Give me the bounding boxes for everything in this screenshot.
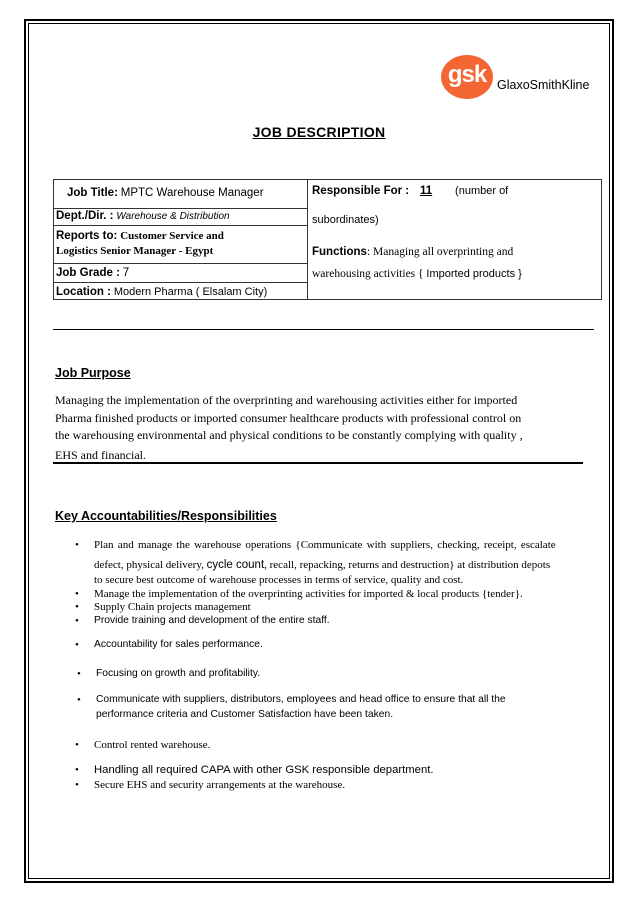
responsible-label: Responsible For :	[312, 185, 410, 197]
functions-text-1: : Managing all overprinting and	[366, 246, 514, 258]
section-divider	[53, 329, 594, 330]
functions-cell-2	[312, 268, 522, 280]
list-item-text-emphasis: cycle count	[206, 559, 265, 571]
table-divider-row	[54, 263, 307, 264]
list-item-text: defect, physical delivery,	[94, 559, 204, 571]
grade-cell	[56, 267, 129, 279]
list-item-text: Provide training and development of the entire staff.	[94, 615, 330, 626]
reports-label: Reports to:	[56, 230, 118, 242]
accountabilities-heading: Key Accountabilities/Responsibilities	[55, 509, 277, 523]
functions-cell	[312, 246, 513, 258]
bullet-icon: •	[75, 764, 79, 776]
location-label: Location :	[56, 286, 111, 298]
table-divider-row	[54, 208, 307, 209]
table-divider-vertical	[307, 180, 308, 299]
list-item-text-part	[94, 559, 550, 571]
list-item-text: performance criteria and Customer Satisfaction have been taken.	[96, 709, 394, 720]
reports-value-2: Logistics Senior Manager - Egypt	[56, 245, 214, 257]
job-title-label: Job Title:	[67, 187, 118, 199]
gsk-logo	[441, 55, 601, 105]
list-item-text: Plan and manage the warehouse operations {Communicate with suppliers, checking, receipt, escalate	[94, 539, 556, 551]
purpose-line: the warehousing environmental and physical conditions to be constantly complying with quality ,	[55, 428, 523, 442]
gsk-logo-mark: gsk	[441, 55, 493, 99]
list-item-text: Handling all required CAPA with other GSK responsible department.	[94, 764, 434, 776]
reports-cell	[56, 230, 224, 242]
section-divider	[53, 462, 583, 464]
list-item-text: Focusing on growth and profitability.	[96, 668, 261, 679]
gsk-logo-name: GlaxoSmithKline	[497, 78, 590, 92]
bullet-icon: •	[75, 639, 79, 651]
table-divider-row	[54, 282, 307, 283]
functions-text-2: warehousing activities {	[312, 268, 424, 280]
bullet-icon: •	[75, 588, 79, 600]
functions-text-3: Imported products }	[426, 268, 522, 280]
bullet-icon: •	[75, 539, 79, 551]
bullet-icon: •	[75, 601, 79, 613]
dept-cell	[56, 210, 230, 222]
purpose-line: Managing the implementation of the overprinting and warehousing activities either for imported	[55, 393, 518, 407]
bullet-icon: •	[77, 668, 81, 680]
responsible-value: 11	[420, 185, 433, 197]
list-item-text: to secure best outcome of warehouse processes in terms of service, quality and cost.	[94, 574, 464, 586]
job-info-table	[53, 179, 602, 300]
list-item-text: Secure EHS and security arrangements at the warehouse.	[94, 779, 346, 791]
dept-value: Warehouse & Distribution	[116, 211, 230, 222]
bullet-icon: •	[75, 779, 79, 791]
list-item-text: Accountability for sales performance.	[94, 639, 263, 650]
purpose-line: Pharma finished products or imported consumer healthcare products with professional control on	[55, 410, 522, 425]
purpose-line: EHS and financial.	[55, 447, 146, 462]
dept-label: Dept./Dir. :	[56, 210, 114, 222]
job-title-value: MPTC Warehouse Manager	[120, 187, 264, 199]
location-value: Modern Pharma ( Elsalam City)	[113, 286, 268, 298]
location-cell	[56, 286, 267, 298]
job-purpose-heading: Job Purpose	[55, 366, 131, 380]
responsible-note-1: (number of	[455, 185, 509, 197]
bullet-icon: •	[75, 739, 79, 751]
functions-label: Functions	[312, 246, 367, 258]
job-title-cell	[67, 187, 264, 199]
table-divider-row	[54, 225, 307, 226]
bullet-icon: •	[77, 694, 81, 706]
document-title: JOB DESCRIPTION	[252, 124, 386, 140]
responsible-note-2: subordinates)	[312, 214, 379, 226]
list-item-text: Control rented warehouse.	[94, 739, 211, 751]
list-item-text: Manage the implementation of the overprinting activities for imported & local products {tender}.	[94, 588, 523, 600]
list-item-text: Communicate with suppliers, distributors, employees and head office to ensure that all the	[96, 694, 506, 705]
list-item-text: Supply Chain projects management	[94, 601, 251, 613]
grade-label: Job Grade :	[56, 267, 120, 279]
responsible-cell	[312, 185, 508, 197]
grade-value: 7	[122, 267, 130, 279]
reports-value-1: Customer Service and	[120, 230, 224, 242]
job-purpose-paragraph	[55, 392, 575, 464]
bullet-icon: •	[75, 615, 79, 627]
list-item-text: , recall, repacking, returns and destruction} at distribution depots	[264, 559, 551, 571]
